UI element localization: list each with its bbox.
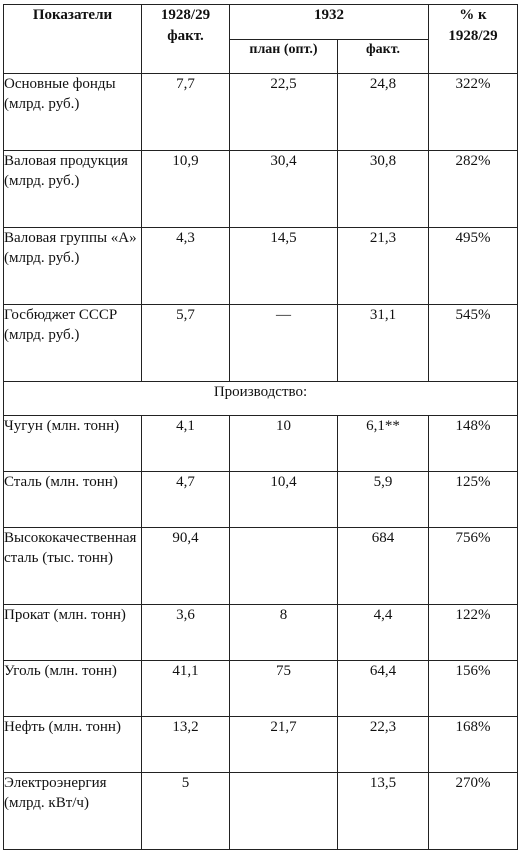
- row-fact-value: 24,8: [338, 74, 429, 151]
- row-plan-value: 22,5: [230, 74, 338, 151]
- table-row: [4, 74, 518, 151]
- table-row: [4, 228, 518, 305]
- table-row: [4, 717, 518, 773]
- row-name: Основные фонды (млрд. руб.): [4, 74, 142, 151]
- row-plan-value: 8: [230, 605, 338, 661]
- row-name: Валовая группы «А» (млрд. руб.): [4, 228, 142, 305]
- row-base-value: 3,6: [142, 605, 230, 661]
- row-base-value: 10,9: [142, 151, 230, 228]
- row-name: Сталь (млн. тонн): [4, 472, 142, 528]
- table-row: [4, 528, 518, 605]
- header-indicators: Показатели: [4, 5, 142, 74]
- header-base-year-label: 1928/29: [160, 7, 211, 23]
- header-plan: план (опт.): [230, 40, 338, 74]
- table-body-production: [4, 416, 518, 850]
- row-fact-value: 684: [338, 528, 429, 605]
- table-body-finance: [4, 74, 518, 382]
- row-percent-value: 156%: [429, 661, 518, 717]
- row-plan-value: [230, 773, 338, 850]
- row-base-value: 4,1: [142, 416, 230, 472]
- row-name: Нефть (млн. тонн): [4, 717, 142, 773]
- header-percent: [429, 5, 518, 74]
- row-name: Электроэнергия (млрд. кВт/ч): [4, 773, 142, 850]
- row-percent-value: 122%: [429, 605, 518, 661]
- row-name: Прокат (млн. тонн): [4, 605, 142, 661]
- row-percent-value: 125%: [429, 472, 518, 528]
- row-base-value: 4,3: [142, 228, 230, 305]
- row-plan-value: 14,5: [230, 228, 338, 305]
- row-base-value: 13,2: [142, 717, 230, 773]
- table-row: [4, 151, 518, 228]
- row-fact-value: 4,4: [338, 605, 429, 661]
- table-section: [4, 382, 518, 416]
- table-row: [4, 416, 518, 472]
- row-percent-value: 270%: [429, 773, 518, 850]
- row-base-value: 4,7: [142, 472, 230, 528]
- row-name: Госбюджет СССР (млрд. руб.): [4, 305, 142, 382]
- row-percent-value: 148%: [429, 416, 518, 472]
- header-percent-label: % к: [459, 7, 487, 23]
- header-base-year: [142, 5, 230, 74]
- section-label: Производство:: [4, 382, 518, 416]
- row-name: Высококачественная сталь (тыс. тонн): [4, 528, 142, 605]
- header-base-fact-label: факт.: [167, 28, 204, 44]
- row-plan-value: 30,4: [230, 151, 338, 228]
- row-percent-value: 495%: [429, 228, 518, 305]
- row-base-value: 5,7: [142, 305, 230, 382]
- header-percent-year: 1928/29: [448, 28, 498, 44]
- table-row: [4, 472, 518, 528]
- header-year: 1932: [230, 5, 429, 40]
- row-plan-value: 75: [230, 661, 338, 717]
- row-name: Чугун (млн. тонн): [4, 416, 142, 472]
- row-fact-value: 6,1**: [338, 416, 429, 472]
- table-row: [4, 661, 518, 717]
- table-row: [4, 773, 518, 850]
- table-row: [4, 605, 518, 661]
- row-plan-value: 10: [230, 416, 338, 472]
- row-fact-value: 13,5: [338, 773, 429, 850]
- row-plan-value: 21,7: [230, 717, 338, 773]
- row-base-value: 41,1: [142, 661, 230, 717]
- header-fact: факт.: [338, 40, 429, 74]
- row-fact-value: 31,1: [338, 305, 429, 382]
- row-plan-value: —: [230, 305, 338, 382]
- row-name: Уголь (млн. тонн): [4, 661, 142, 717]
- row-fact-value: 22,3: [338, 717, 429, 773]
- table-row: [4, 305, 518, 382]
- row-percent-value: 282%: [429, 151, 518, 228]
- row-fact-value: 5,9: [338, 472, 429, 528]
- row-percent-value: 322%: [429, 74, 518, 151]
- statistics-table: [3, 4, 518, 850]
- row-base-value: 7,7: [142, 74, 230, 151]
- row-fact-value: 64,4: [338, 661, 429, 717]
- row-fact-value: 21,3: [338, 228, 429, 305]
- row-percent-value: 168%: [429, 717, 518, 773]
- row-fact-value: 30,8: [338, 151, 429, 228]
- row-base-value: 90,4: [142, 528, 230, 605]
- row-plan-value: [230, 528, 338, 605]
- row-name: Валовая продукция (млрд. руб.): [4, 151, 142, 228]
- row-base-value: 5: [142, 773, 230, 850]
- row-percent-value: 756%: [429, 528, 518, 605]
- row-plan-value: 10,4: [230, 472, 338, 528]
- row-percent-value: 545%: [429, 305, 518, 382]
